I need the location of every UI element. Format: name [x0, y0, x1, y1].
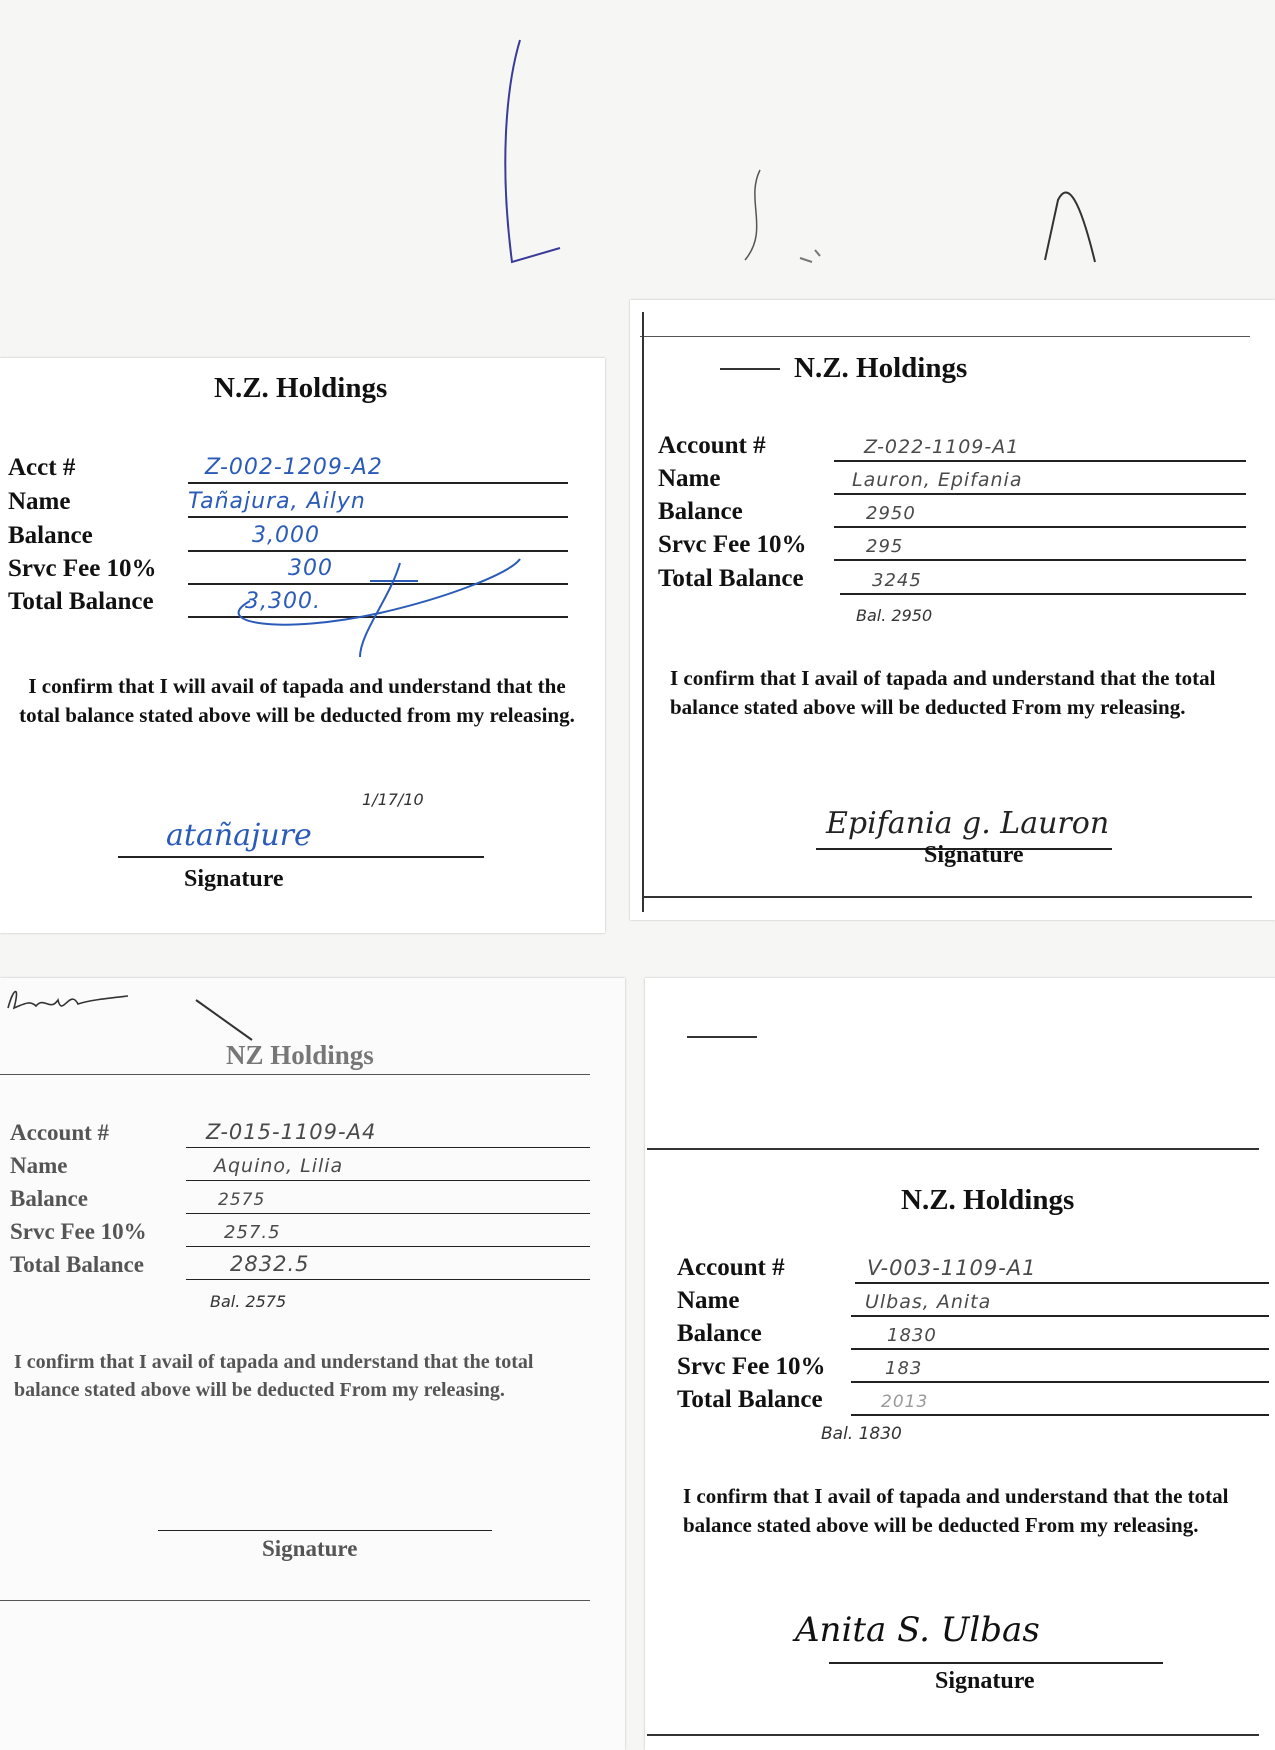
field-row-fee — [645, 1349, 1275, 1383]
strike-mark — [220, 553, 540, 663]
field-value: 1830 — [887, 1325, 937, 1346]
field-label: Name — [677, 1287, 740, 1314]
field-label: Srvc Fee 10% — [658, 531, 807, 558]
balance-note: Bal. 1830 — [821, 1424, 902, 1444]
field-label: Srvc Fee 10% — [8, 555, 157, 582]
field-value: Z-002-1209-A2 — [205, 455, 383, 480]
confirmation-text: I confirm that I avail of tapada and understand that the total balance stated above will be deducted From my releasing. — [14, 1351, 534, 1401]
signature: atañajure — [166, 818, 312, 853]
field-value: Z-022-1109-A1 — [864, 436, 1020, 458]
field-value: 3245 — [872, 570, 922, 591]
field-label: Name — [658, 465, 721, 492]
field-row-name — [0, 1147, 625, 1181]
field-label: Srvc Fee 10% — [677, 1353, 826, 1380]
field-row-total — [630, 561, 1275, 595]
field-value: 2013 — [881, 1392, 929, 1412]
slip-title: NZ Holdings — [226, 1040, 374, 1070]
field-value: Z-015-1109-A4 — [206, 1120, 377, 1144]
signature-scrawl — [0, 978, 140, 1024]
field-row-total — [645, 1382, 1275, 1416]
slip-lauron — [630, 300, 1275, 920]
field-label: Srvc Fee 10% — [10, 1219, 147, 1244]
signed-date: 1/17/10 — [362, 790, 424, 809]
field-row-total — [0, 1246, 625, 1280]
field-row-balance — [0, 518, 605, 552]
signature-label: Signature — [924, 842, 1024, 868]
confirmation-text: I confirm that I will avail of tapada and understand that the total balance stated above will be deducted from my releasing. — [19, 674, 575, 727]
field-row-name — [630, 461, 1275, 495]
field-value: 300 — [288, 556, 333, 581]
field-label: Account # — [658, 432, 766, 459]
field-label: Total Balance — [8, 588, 154, 615]
field-value: 257.5 — [224, 1222, 281, 1243]
field-label: Acct # — [8, 454, 76, 481]
field-label: Account # — [10, 1120, 110, 1145]
slip-ulbas — [645, 978, 1275, 1750]
field-row-fee — [0, 1213, 625, 1247]
field-label: Name — [10, 1153, 68, 1178]
field-label: Balance — [658, 498, 743, 525]
field-value: Aquino, Lilia — [214, 1155, 344, 1177]
field-value: Lauron, Epifania — [852, 469, 1023, 491]
slip-title: N.Z. Holdings — [214, 372, 388, 404]
field-value: V-003-1109-A1 — [867, 1256, 1037, 1280]
field-row-name — [645, 1283, 1275, 1317]
backing-scribble — [0, 0, 1275, 330]
signature-label: Signature — [935, 1668, 1035, 1694]
field-label: Total Balance — [10, 1252, 144, 1277]
field-value: 2950 — [866, 503, 916, 524]
field-label: Balance — [8, 522, 93, 549]
slip-aquino — [0, 978, 625, 1750]
field-row-fee — [630, 527, 1275, 561]
slip-tanajura — [0, 358, 605, 933]
staple-mark — [192, 996, 262, 1046]
field-value: Tañajura, Ailyn — [188, 489, 366, 514]
field-label: Name — [8, 488, 71, 515]
signature: Epifania g. Lauron — [826, 806, 1110, 841]
field-label: Account # — [677, 1254, 785, 1281]
field-value: 295 — [866, 536, 904, 557]
field-value: 3,000 — [252, 523, 320, 548]
balance-note: Bal. 2950 — [856, 606, 933, 625]
balance-note: Bal. 2575 — [210, 1292, 287, 1311]
field-label: Total Balance — [677, 1386, 823, 1413]
field-label: Balance — [677, 1320, 762, 1347]
field-row-account — [630, 428, 1275, 462]
slip-title: N.Z. Holdings — [794, 352, 968, 384]
signature: Anita S. Ulbas — [795, 1610, 1040, 1650]
field-row-balance — [0, 1180, 625, 1214]
confirmation-text: I confirm that I avail of tapada and understand that the total balance stated above will be deducted From my releasing. — [683, 1484, 1229, 1537]
field-value: 2832.5 — [230, 1252, 310, 1276]
field-value: 183 — [885, 1358, 923, 1379]
slip-title: N.Z. Holdings — [901, 1184, 1075, 1216]
confirmation-text: I confirm that I avail of tapada and understand that the total balance stated above will be deducted From my releasing. — [670, 666, 1216, 719]
field-row-name — [0, 484, 605, 518]
field-label: Total Balance — [658, 565, 804, 592]
field-row-acct — [0, 450, 605, 484]
field-row-account — [645, 1250, 1275, 1284]
signature-label: Signature — [262, 1536, 358, 1561]
field-row-account — [0, 1114, 625, 1148]
field-row-balance — [630, 494, 1275, 528]
field-label: Balance — [10, 1186, 88, 1211]
field-value: 3,300. — [245, 589, 321, 614]
field-value: Ulbas, Anita — [865, 1291, 992, 1313]
signature-label: Signature — [184, 866, 284, 892]
field-row-balance — [645, 1316, 1275, 1350]
field-value: 2575 — [218, 1190, 266, 1210]
